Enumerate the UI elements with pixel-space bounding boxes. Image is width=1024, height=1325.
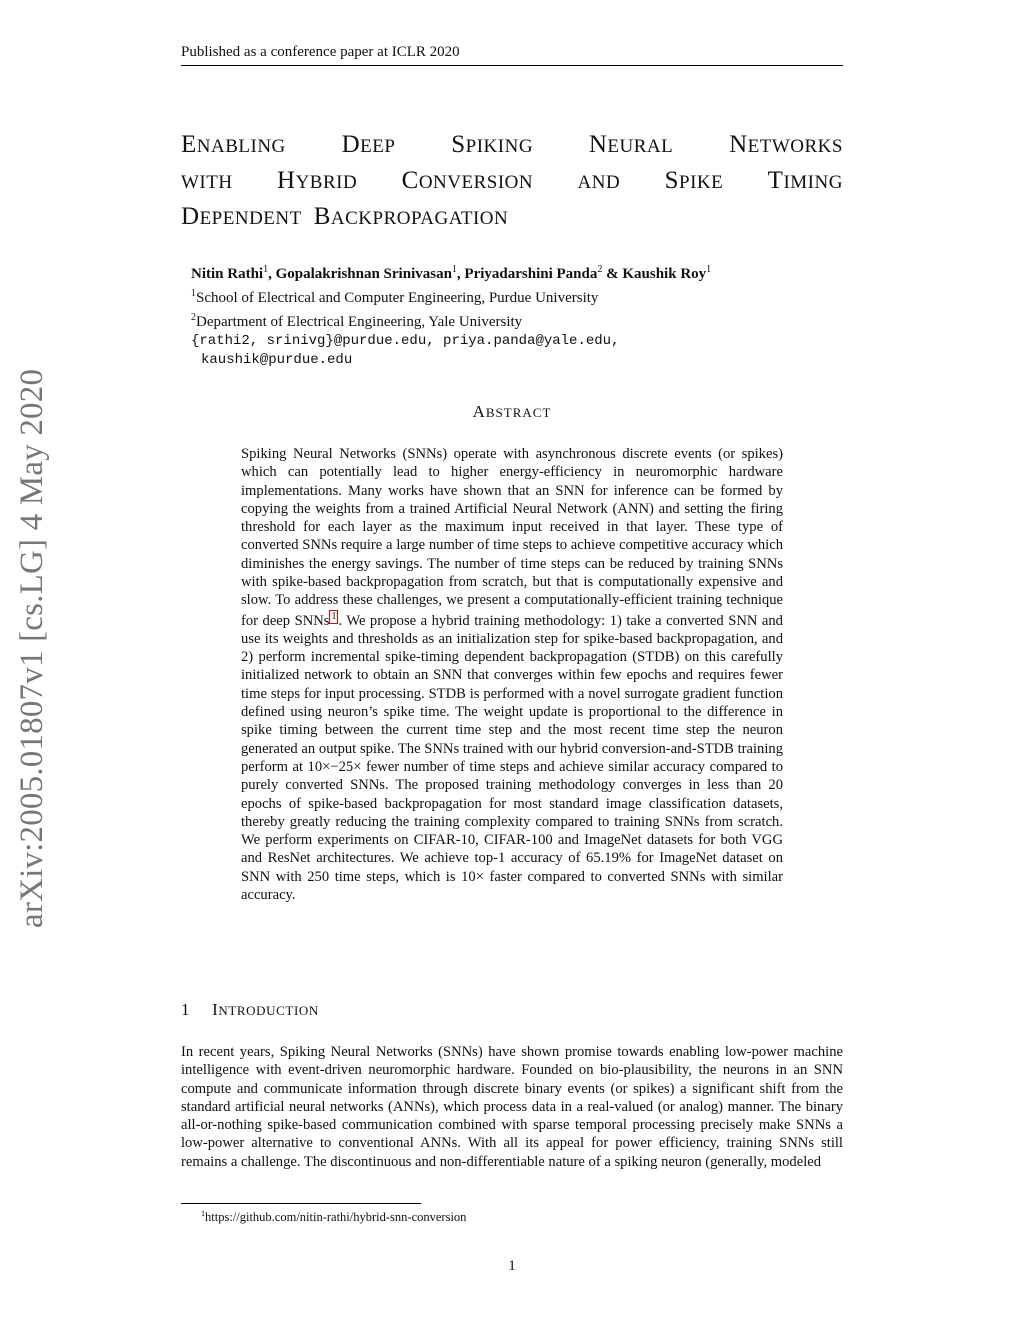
running-head: Published as a conference paper at ICLR 2020	[181, 44, 460, 60]
abstract-text: Spiking Neural Networks (SNNs) operate with asynchronous discrete events (or spikes) which can potentially lead to higher energy-efficiency in neuromorphic hardware implementations. Many works have shown that an SNN for inference can be formed by copying the weights from a trained Artificial Neural Network (ANN) and setting the firing threshold for each layer as the maximum input received in that layer. These type of converted SNNs require a large number of time steps to achieve competitive accuracy which diminishes the energy savings. The number of time steps can be reduced by training SNNs with spike-based backpropagation from scratch, but that is computationally expensive and slow. To address these challenges, we present a computationally-efficient training technique for deep SNNs 1 . We propose a hybrid training methodology: 1) take a converted SNN and use its weights and thresholds as an initialization step for spike-based backpropagation, and 2) perform incremental spike-timing dependent backpropagation (STDB) on this carefully initialized network to obtain an SNN that converges within few epochs and requires fewer time steps for input processing. STDB is performed with a novel surrogate gradient function defined using neuron’s spike time. The weight update is proportional to the difference in spike timing between the current time step and the most recent time step the neuron generated an output spike. The SNNs trained with our hybrid conversion-and-STDB training perform at 10×−25× fewer number of time steps and achieve similar accuracy compared to purely converted SNNs. The proposed training methodology converges in less than 20 epochs of spike-based backpropagation for most standard image classification datasets, thereby greatly reducing the training complexity compared to training SNNs from scratch. We perform experiments on CIFAR-10, CIFAR-100 and ImageNet datasets for both VGG and ResNet architectures. We achieve top-1 accuracy of 65.19% for ImageNet dataset on SNN with 250 time steps, which is 10× faster compared to converted SNNs with similar accuracy.	[241, 446, 783, 903]
footnote-rule	[181, 1203, 421, 1204]
paper-title	[181, 128, 843, 236]
title-word: DEEP	[341, 131, 396, 158]
author-emails-line-1: {rathi2, srinivg}@purdue.edu, priya.panda@yale.edu,	[191, 333, 620, 349]
title-word: SPIKING	[451, 131, 534, 158]
title-word: DEPENDENT	[181, 203, 302, 230]
title-word: TIMING	[767, 167, 843, 194]
footnote: $^1$https://github.com/nitin-rathi/hybrid-snn-conversion	[201, 1209, 467, 1225]
title-word: ENABLING	[181, 131, 286, 158]
title-word: BACKPROPAGATION	[313, 203, 509, 230]
arxiv-identifier-stamp: arXiv:2005.01807v1 [cs.LG] 4 May 2020	[14, 368, 50, 928]
affiliation-1: $^1$School of Electrical and Computer Engineering, Purdue University	[191, 288, 599, 306]
header-rule	[181, 65, 843, 66]
title-word: HYBRID	[277, 167, 358, 194]
author-names: Nitin Rathi$^1$, Gopalakrishnan Srinivasan$^1$, Priyadarshini Panda$^2$ & Kaushik Roy$^1$	[191, 264, 712, 282]
title-word: WITH	[181, 172, 233, 193]
title-line-1	[181, 128, 843, 164]
footnote-link[interactable]: 1	[331, 610, 337, 622]
footnote-url[interactable]: https://github.com/nitin-rathi/hybrid-snn-conversion	[205, 1210, 467, 1225]
abstract-heading: ABSTRACT	[472, 402, 552, 421]
title-line-3	[181, 200, 843, 236]
section-heading-introduction: 1 INTRODUCTION	[181, 1000, 319, 1019]
title-word: NEURAL	[588, 131, 674, 158]
title-word: SPIKE	[664, 167, 724, 194]
title-word: AND	[577, 172, 621, 193]
title-word: CONVERSION	[401, 167, 534, 194]
title-word: NETWORKS	[729, 131, 843, 158]
author-block	[191, 260, 711, 370]
affiliation-2: $^2$Department of Electrical Engineering, Yale University	[191, 312, 523, 330]
author-emails-line-2: kaushik@purdue.edu	[201, 352, 353, 368]
page-number: 1	[508, 1258, 516, 1274]
introduction-text: In recent years, Spiking Neural Networks (SNNs) have shown promise towards enabling low-power machine intelligence with event-driven neuromorphic hardware. Founded on bio-plausibility, the neurons in an SNN compute and communicate information through discrete binary events (or spikes) a significant shift from the standard artificial neural networks (ANNs), which process data in a real-valued (or analog) manner. The binary all-or-nothing spike-based communication combined with sparse temporal processing precisely make SNNs a low-power alternative to conventional ANNs. With all its appeal for power efficiency, training SNNs still remains a challenge. The discontinuous and non-differentiable nature of a spiking neuron (generally, modeled	[181, 1044, 843, 1170]
title-line-2	[181, 164, 843, 200]
